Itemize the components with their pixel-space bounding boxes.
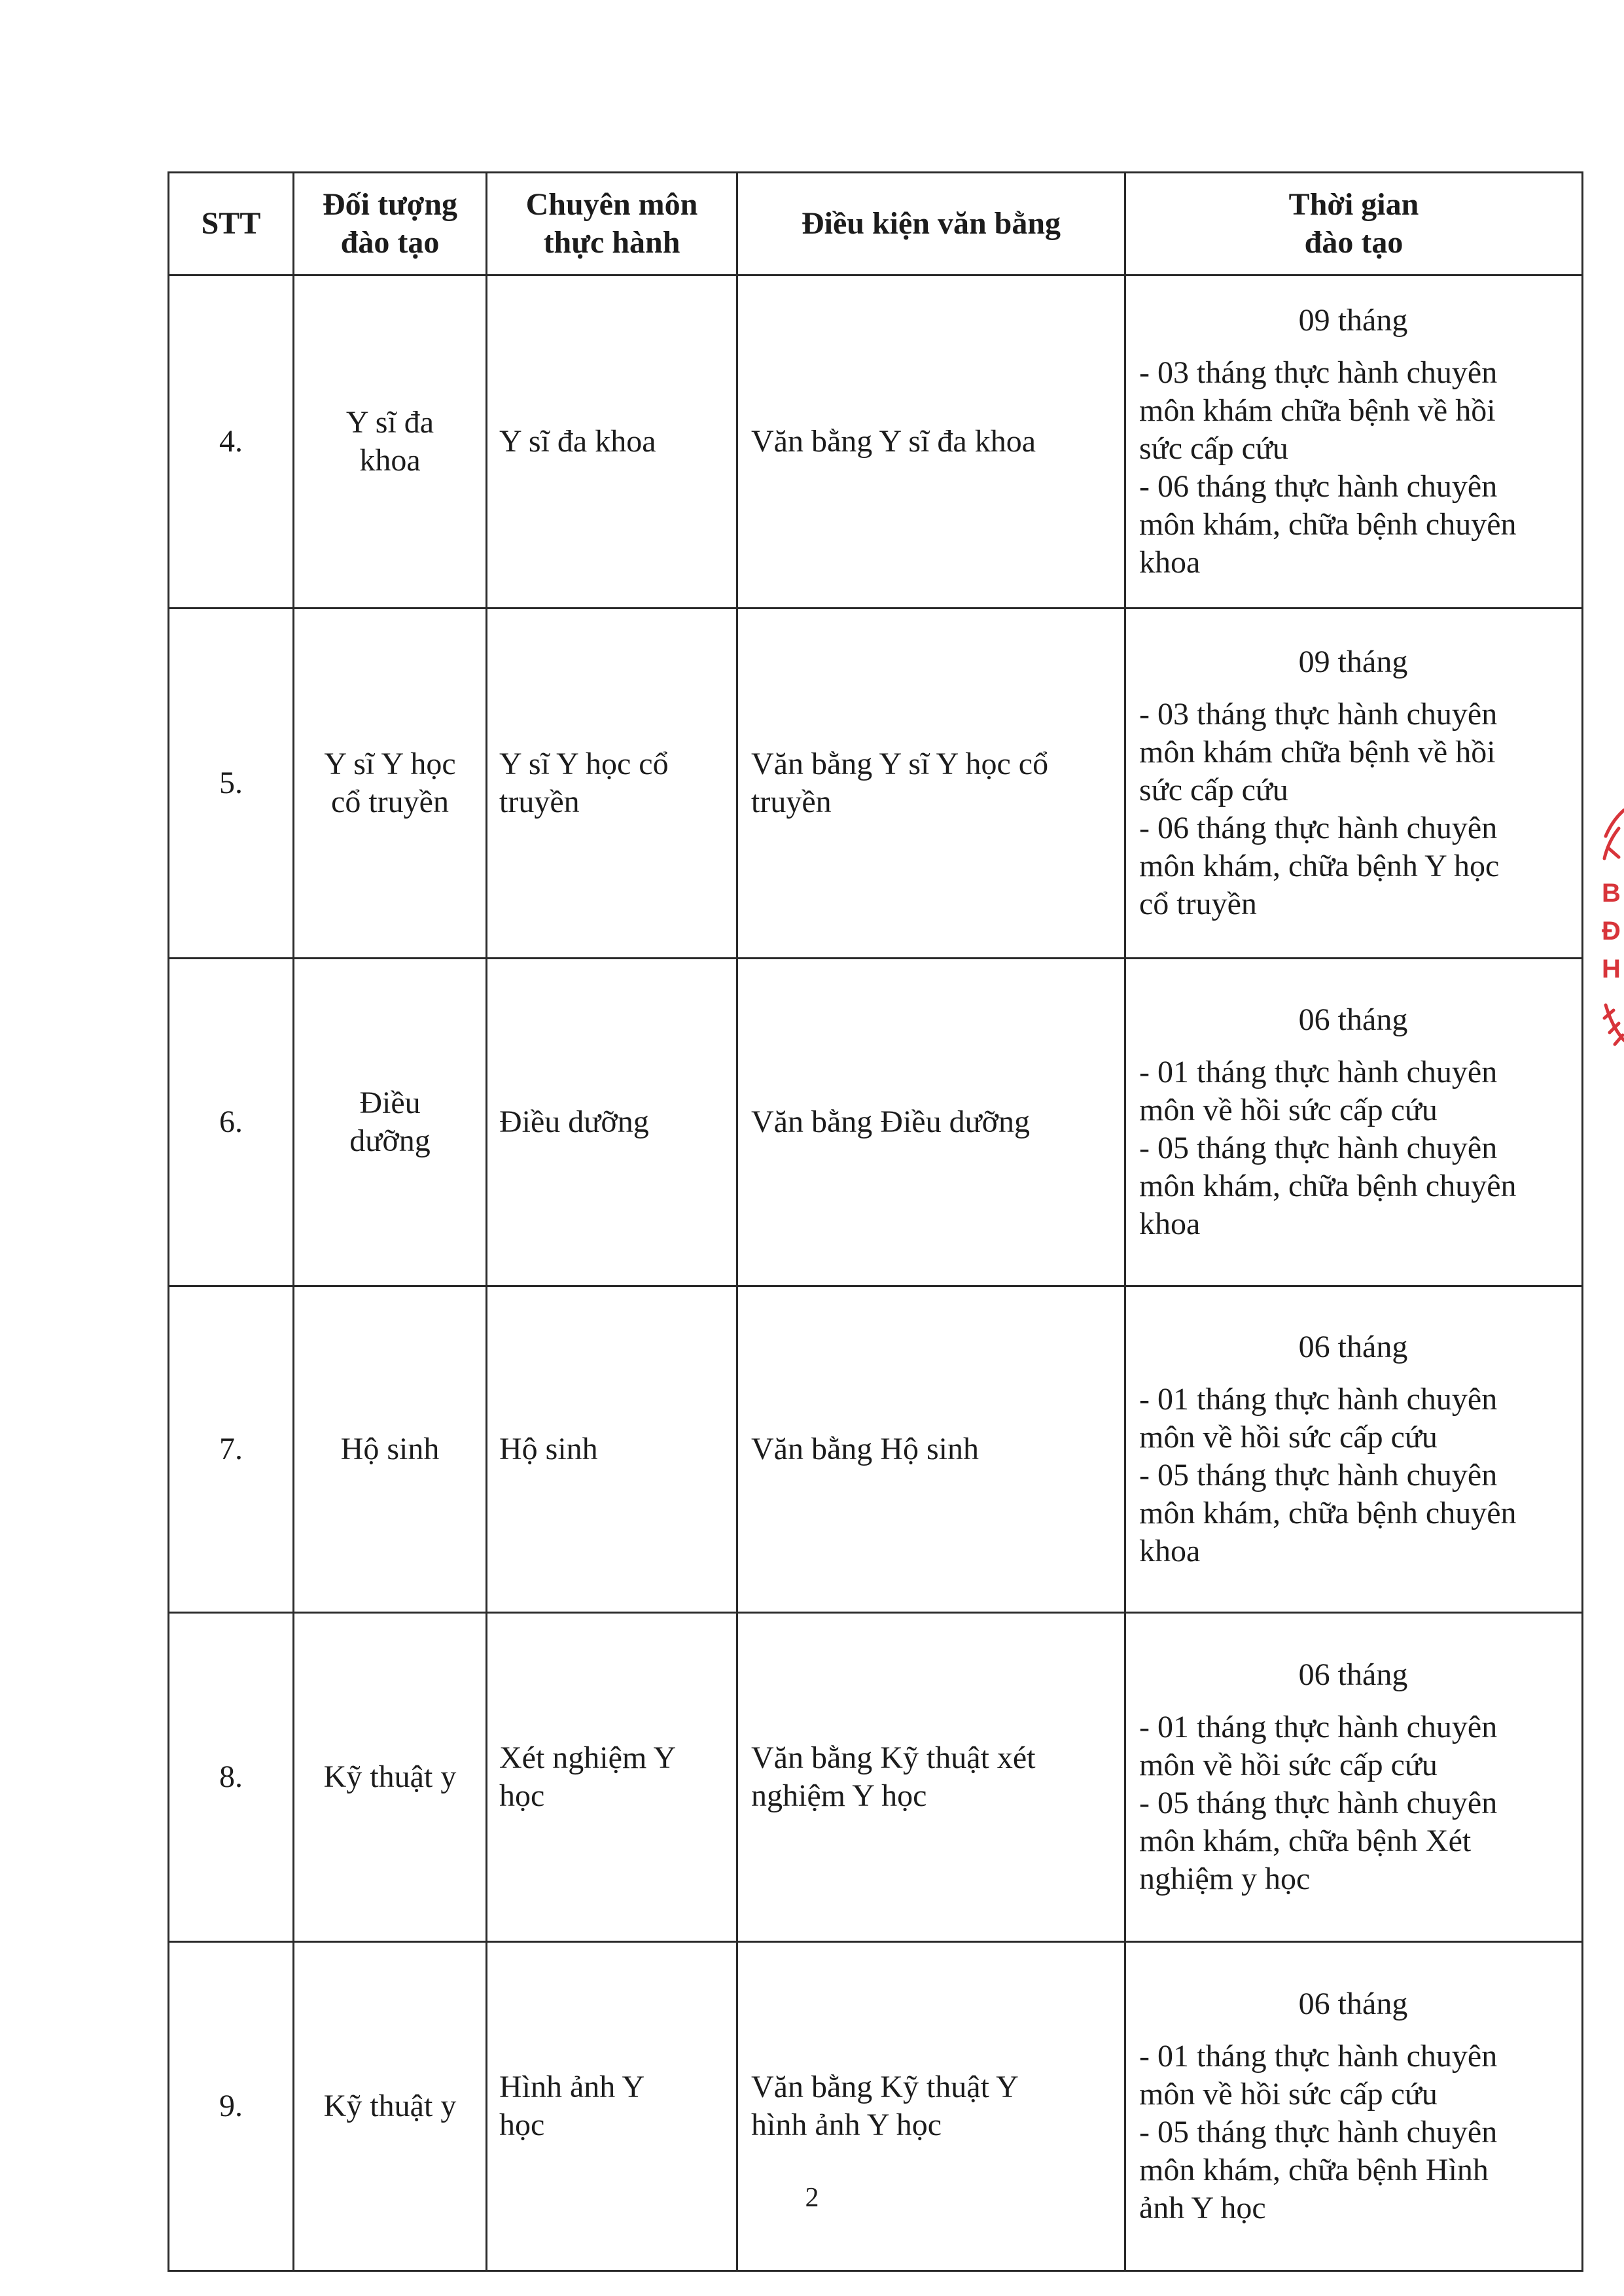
table-header-row bbox=[169, 173, 1583, 275]
duration-total: 06 tháng bbox=[1298, 1002, 1408, 1037]
duration-detail-line: - 06 tháng thực hành chuyên bbox=[1139, 469, 1498, 504]
row-subject: Kỹ thuật y bbox=[294, 1613, 487, 1942]
row-specialty: Hình ảnh Y học bbox=[487, 1942, 737, 2271]
header-stt: STT bbox=[169, 173, 294, 275]
duration-detail-line: - 01 tháng thực hành chuyên bbox=[1139, 1382, 1498, 1417]
duration-detail-line: sức cấp cứu bbox=[1139, 773, 1288, 807]
table-row bbox=[169, 1942, 1583, 2271]
row-stt: 9. bbox=[169, 1942, 294, 2271]
duration-detail-line: môn khám, chữa bệnh Hình bbox=[1139, 2153, 1489, 2187]
row-stt: 8. bbox=[169, 1613, 294, 1942]
duration-detail-line: môn về hồi sức cấp cứu bbox=[1139, 1748, 1438, 1782]
table-row bbox=[169, 959, 1583, 1286]
official-stamp-fragment bbox=[1586, 797, 1624, 1072]
header-duration: Thời gian đào tạo bbox=[1125, 173, 1583, 275]
duration-detail-line: môn khám chữa bệnh về hồi bbox=[1139, 393, 1496, 428]
row-subject: Kỹ thuật y bbox=[294, 1942, 487, 2271]
page-number: 2 bbox=[805, 2183, 819, 2213]
row-subject: Hộ sinh bbox=[294, 1286, 487, 1613]
row-stt: 5. bbox=[169, 609, 294, 959]
duration-total: 06 tháng bbox=[1298, 1657, 1408, 1692]
row-degree: Văn bằng Hộ sinh bbox=[737, 1286, 1125, 1613]
row-specialty: Y sĩ đa khoa bbox=[487, 275, 737, 609]
duration-detail-line: sức cấp cứu bbox=[1139, 431, 1288, 466]
row-duration bbox=[1125, 275, 1583, 609]
duration-detail-line: - 05 tháng thực hành chuyên bbox=[1139, 1131, 1498, 1165]
row-degree: Văn bằng Kỹ thuật xét nghiệm Y học bbox=[737, 1613, 1125, 1942]
row-subject: Y sĩ đa khoa bbox=[294, 275, 487, 609]
header-specialty: Chuyên môn thực hành bbox=[487, 173, 737, 275]
row-stt: 4. bbox=[169, 275, 294, 609]
table-row bbox=[169, 275, 1583, 609]
duration-detail-line: khoa bbox=[1139, 1207, 1201, 1241]
row-degree: Văn bằng Y sĩ đa khoa bbox=[737, 275, 1125, 609]
row-subject: Điều dưỡng bbox=[294, 959, 487, 1286]
duration-detail-line: môn khám, chữa bệnh chuyên bbox=[1139, 1496, 1517, 1530]
duration-detail-line: môn khám, chữa bệnh chuyên bbox=[1139, 1169, 1517, 1203]
row-stt: 6. bbox=[169, 959, 294, 1286]
table-row bbox=[169, 1613, 1583, 1942]
table-row bbox=[169, 609, 1583, 959]
duration-total: 06 tháng bbox=[1298, 1330, 1408, 1364]
row-duration bbox=[1125, 1286, 1583, 1613]
duration-detail-line: môn về hồi sức cấp cứu bbox=[1139, 1420, 1438, 1455]
duration-total: 09 tháng bbox=[1298, 303, 1408, 338]
stamp-text: B Đ H bbox=[1602, 879, 1621, 983]
duration-detail-line: - 01 tháng thực hành chuyên bbox=[1139, 2039, 1498, 2074]
header-subject: Đối tượng đào tạo bbox=[294, 173, 487, 275]
duration-detail-line: môn khám, chữa bệnh Y học bbox=[1139, 849, 1500, 883]
table-row bbox=[169, 1286, 1583, 1613]
row-duration bbox=[1125, 1613, 1583, 1942]
row-degree: Văn bằng Điều dưỡng bbox=[737, 959, 1125, 1286]
duration-detail-line: - 01 tháng thực hành chuyên bbox=[1139, 1710, 1498, 1744]
training-table bbox=[168, 171, 1583, 2272]
duration-total: 09 tháng bbox=[1298, 645, 1408, 679]
duration-detail-line: môn về hồi sức cấp cứu bbox=[1139, 1093, 1438, 1127]
duration-detail-line: môn khám chữa bệnh về hồi bbox=[1139, 735, 1496, 769]
row-stt: 7. bbox=[169, 1286, 294, 1613]
duration-detail-line: môn về hồi sức cấp cứu bbox=[1139, 2077, 1438, 2111]
duration-detail-line: khoa bbox=[1139, 545, 1201, 580]
row-subject: Y sĩ Y học cổ truyền bbox=[294, 609, 487, 959]
row-specialty: Hộ sinh bbox=[487, 1286, 737, 1613]
row-duration bbox=[1125, 1942, 1583, 2271]
duration-detail-line: - 01 tháng thực hành chuyên bbox=[1139, 1055, 1498, 1089]
row-duration bbox=[1125, 609, 1583, 959]
duration-detail-line: - 06 tháng thực hành chuyên bbox=[1139, 811, 1498, 845]
duration-detail-line: - 03 tháng thực hành chuyên bbox=[1139, 355, 1498, 390]
header-degree: Điều kiện văn bằng bbox=[737, 173, 1125, 275]
row-specialty: Xét nghiệm Y học bbox=[487, 1613, 737, 1942]
row-degree: Văn bằng Kỹ thuật Y hình ảnh Y học bbox=[737, 1942, 1125, 2271]
row-specialty: Y sĩ Y học cổ truyền bbox=[487, 609, 737, 959]
duration-detail-line: nghiệm y học bbox=[1139, 1862, 1311, 1896]
duration-detail-line: cổ truyền bbox=[1139, 887, 1257, 921]
duration-detail-line: - 05 tháng thực hành chuyên bbox=[1139, 2115, 1498, 2149]
duration-detail-line: - 05 tháng thực hành chuyên bbox=[1139, 1786, 1498, 1820]
duration-detail-line: - 05 tháng thực hành chuyên bbox=[1139, 1458, 1498, 1492]
row-degree: Văn bằng Y sĩ Y học cổ truyền bbox=[737, 609, 1125, 959]
duration-detail-line: ảnh Y học bbox=[1139, 2191, 1266, 2225]
duration-detail-line: - 03 tháng thực hành chuyên bbox=[1139, 697, 1498, 732]
row-duration bbox=[1125, 959, 1583, 1286]
duration-total: 06 tháng bbox=[1298, 1987, 1408, 2021]
duration-detail-line: khoa bbox=[1139, 1534, 1201, 1568]
duration-detail-line: môn khám, chữa bệnh chuyên bbox=[1139, 507, 1517, 542]
row-specialty: Điều dưỡng bbox=[487, 959, 737, 1286]
duration-detail-line: môn khám, chữa bệnh Xét bbox=[1139, 1824, 1472, 1858]
